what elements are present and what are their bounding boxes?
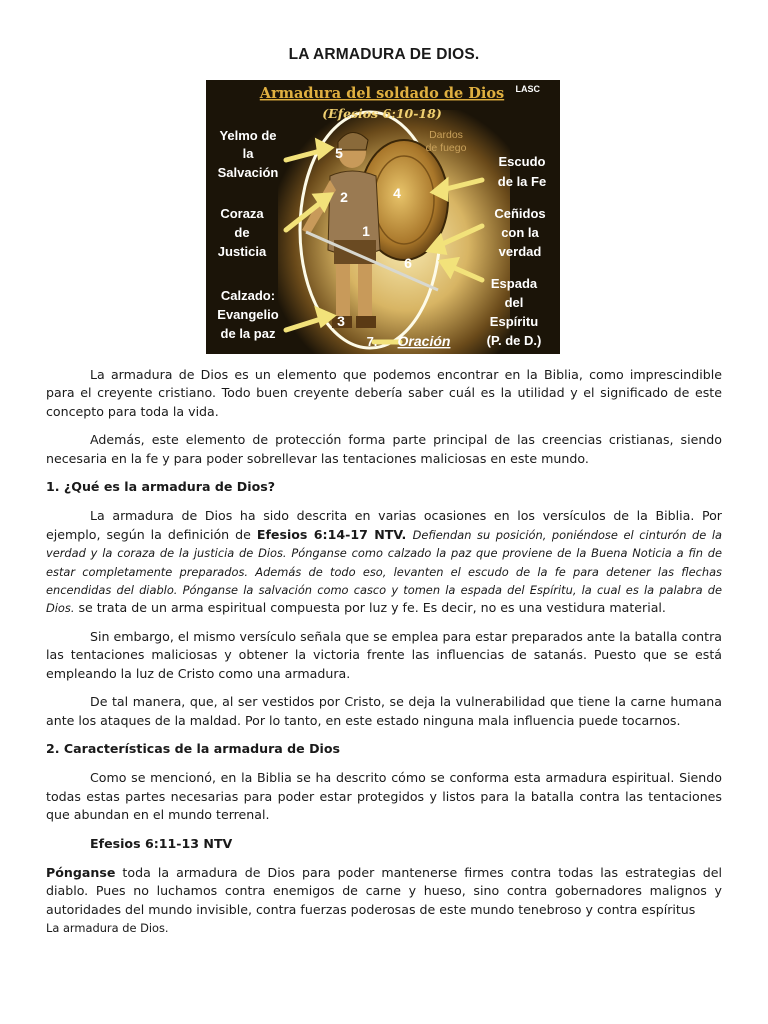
label-calzado-1: Calzado:	[220, 288, 276, 303]
label-yelmo-2: la	[242, 146, 254, 161]
label-cenidos-1: Ceñidos	[494, 206, 546, 221]
paragraph-3: La armadura de Dios ha sido descrita en varias ocasiones en los versículos de la Biblia. Por ejemplo, según la definición de Efesios 6:14-17 NTV. Defiendan su posición, poniéndose el cinturón de la verdad y la coraza de la justicia de Dios. Pónganse como calzado la paz que proviene de la Buena Noticia a fin de estar completamente preparados. Además de todo eso, levanten el escudo de la fe para detener las flechas encendidas del diablo. Pónganse la salvación como casco y tomen la espada del Espíritu, la cual es la palabra de Dios. se trata de un arma espiritual compuesta por luz y fe. Es decir, no es una vestidura material.	[46, 508, 722, 616]
paragraph-4: Sin embargo, el mismo versículo señala que se emplea para estar preparados ante la batalla contra las tentaciones maliciosas y obtener la victoria frente las influencias de satanás. Puesto que se está empleando la luz de Cristo como una armadura.	[46, 628, 722, 681]
label-escudo-1: Escudo	[498, 154, 546, 169]
dardos-label-2: de fuego	[425, 142, 467, 154]
paragraph-6: Como se mencionó, en la Biblia se ha descrito cómo se conforma esta armadura espiritual. Siendo todas estas partes necesarias para poder estar protegidos y listos para la batalla contra las tentaciones que abundan en el mundo terrenal.	[46, 770, 722, 823]
label-cenidos-3: verdad	[498, 244, 542, 259]
paragraph-7-bold: Pónganse	[46, 864, 116, 880]
dardos-label-1: Dardos	[429, 129, 463, 141]
figure-subheading: (Efesios 6:10-18)	[322, 106, 442, 121]
num-5: 5	[335, 145, 343, 161]
paragraph-7	[46, 864, 722, 919]
page-title: LA ARMADURA DE DIOS.	[288, 46, 480, 63]
paragraph-3-outro: se trata de un arma espiritual compuesta por luz y fe. Es decir, no es una vestidura material.	[74, 600, 666, 616]
oracion-label: Oración	[397, 333, 451, 349]
figure-heading: Armadura del soldado de Dios	[259, 85, 505, 102]
label-cenidos-2: con la	[501, 225, 539, 240]
num-1: 1	[362, 223, 370, 239]
num-3: 3	[337, 313, 345, 329]
num-4: 4	[393, 185, 401, 201]
article-body	[46, 366, 722, 938]
section-heading-2: 2. Características de la armadura de Dios	[46, 740, 341, 756]
paragraph-5: De tal manera, que, al ser vestidos por Cristo, se deja la vulnerabilidad que tiene la carne humana ante los ataques de la maldad. Por lo tanto, en este estado ninguna mala influencia puede tocarnos.	[46, 694, 722, 728]
label-coraza-2: de	[234, 225, 250, 240]
paragraph-7-text: toda la armadura de Dios para poder mantenerse firmes contra todas las estrategias del diablo. Pues no luchamos contra enemigos de carne y hueso, sino contra gobernadores malignos y autoridades del mundo invisible, contra fuerzas poderosas de este mundo tenebroso y contra espíritus	[46, 864, 722, 917]
label-espada-2: del	[504, 295, 524, 310]
paragraph-2: Además, este elemento de protección forma parte principal de las creencias cristianas, siendo necesaria en la fe y para poder sobrellevar las tentaciones maliciosas en este mundo.	[46, 432, 722, 466]
armor-illustration	[206, 80, 560, 354]
label-calzado-3: de la paz	[220, 326, 276, 341]
num-6: 6	[404, 255, 412, 271]
ref-efesios-14-17: Efesios 6:14-17 NTV	[256, 526, 402, 542]
label-calzado-2: Evangelio	[217, 307, 279, 322]
label-coraza-1: Coraza	[220, 206, 264, 221]
bible-quote: Defiendan su posición, poniéndose el cinturón de la verdad y la coraza de la justicia de Dios. Pónganse como calzado la paz que proviene de la Buena Noticia a fin de estar completamente preparados. Además de todo eso, levanten el escudo de la fe para detener las flechas encendidas del diablo. Pónganse la salvación como casco y tomen la espada del Espíritu, la cual es la palabra de Dios.	[46, 527, 722, 616]
label-espada-1: Espada	[490, 276, 538, 291]
label-espada-4: (P. de D.)	[486, 333, 542, 348]
num-2: 2	[340, 189, 348, 205]
section-heading-1: 1. ¿Qué es la armadura de Dios?	[46, 479, 276, 495]
paragraph-1: La armadura de Dios es un elemento que podemos encontrar en la Biblia, como imprescindible para el creyente cristiano. Todo buen creyente debería saber cuál es la utilidad y el significado de este concepto para toda la vida.	[46, 367, 722, 419]
label-coraza-3: Justicia	[217, 244, 267, 259]
corner-tag: LASC	[515, 84, 540, 94]
subheading-efesios-11-13: Efesios 6:11-13 NTV	[90, 835, 233, 851]
num-7: 7.	[366, 334, 378, 349]
label-yelmo-1: Yelmo de	[219, 128, 277, 143]
paragraph-3-intro: La armadura de Dios ha sido descrita en varias ocasiones en los versículos de la Biblia. Por ejemplo, según la definición de	[46, 508, 722, 542]
label-escudo-2: de la Fe	[497, 174, 547, 189]
footer-text: La armadura de Dios.	[46, 921, 169, 936]
label-espada-3: Espíritu	[489, 314, 539, 329]
armor-diagram	[206, 80, 560, 354]
label-yelmo-3: Salvación	[217, 165, 279, 180]
